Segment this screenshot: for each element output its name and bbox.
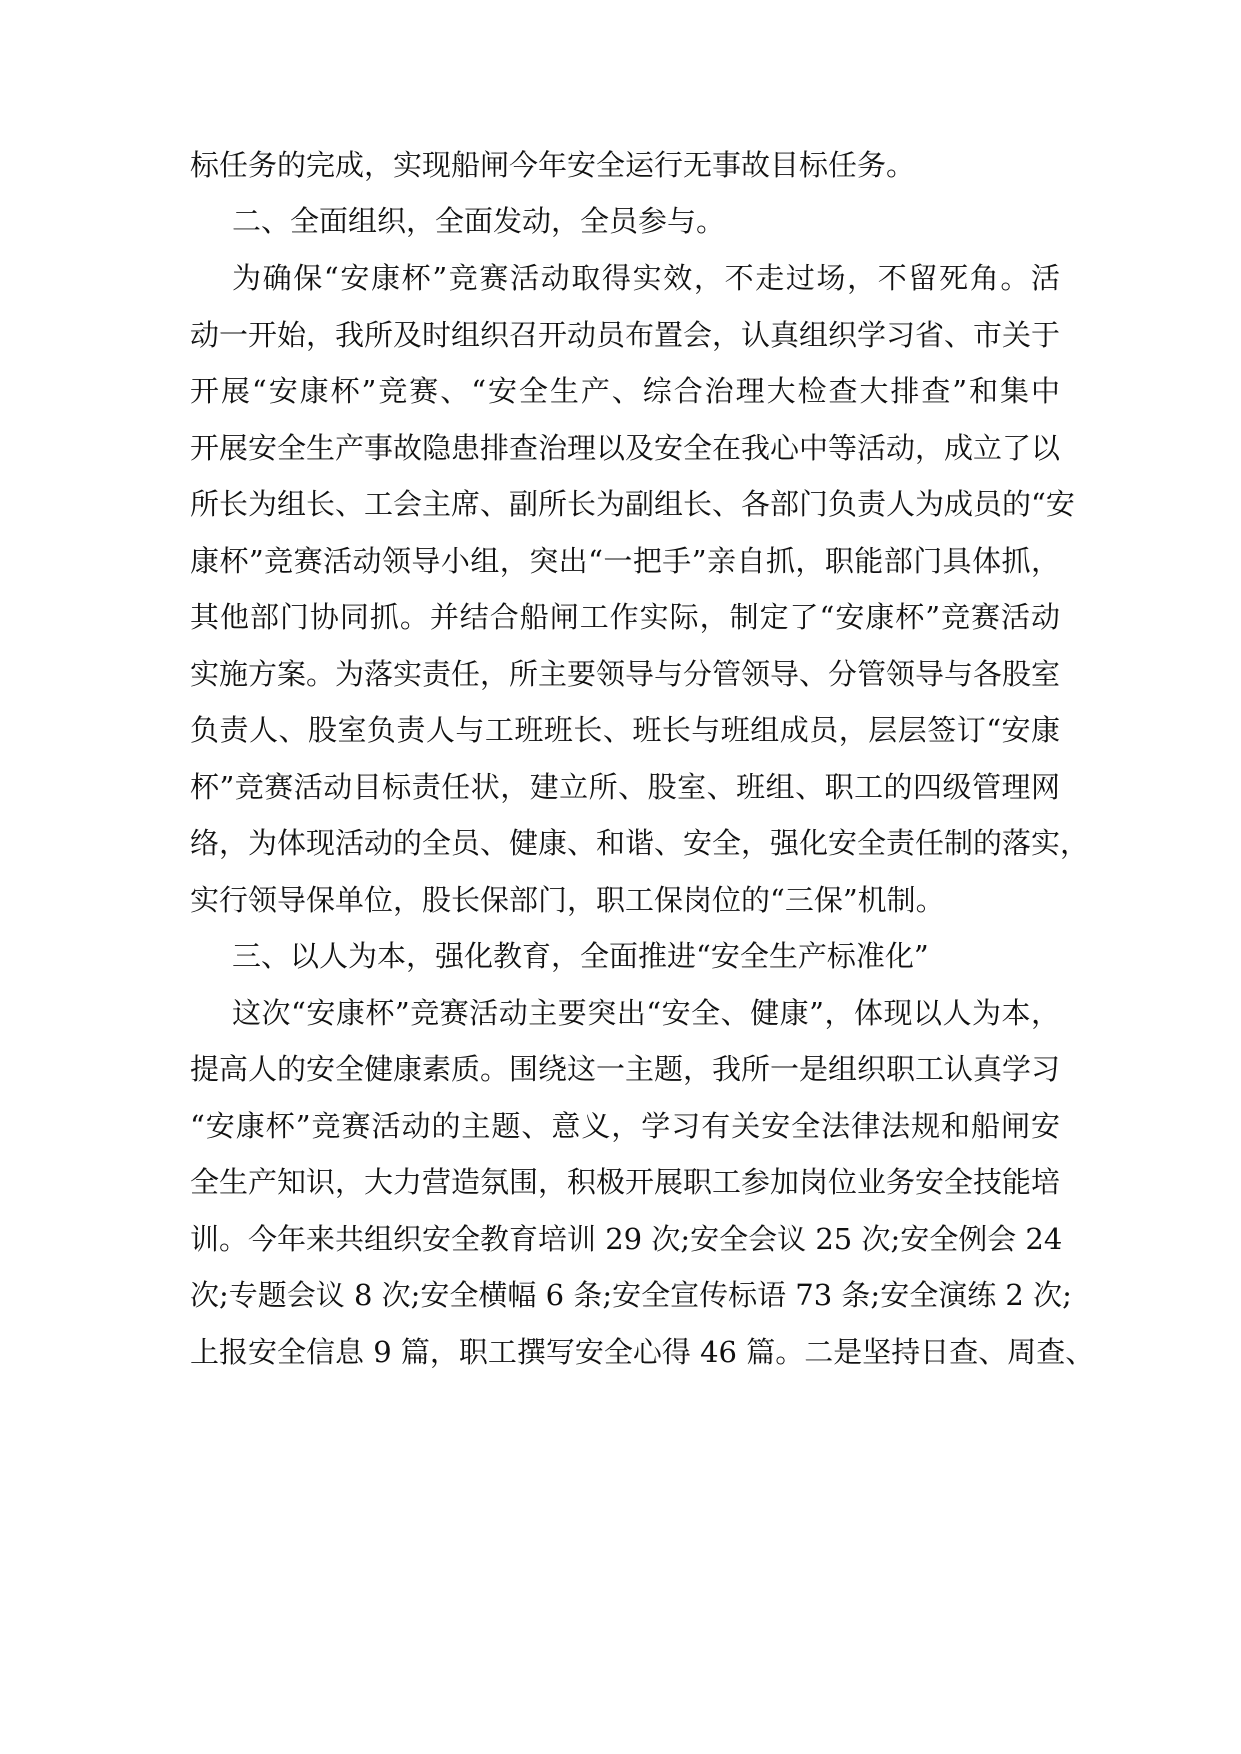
text-line-13: 络，为体现活动的全员、健康、和谐、安全，强化安全责任制的落实，	[190, 826, 1090, 860]
text-line-22: 上报安全信息 9 篇，职工撰写安全心得 46 篇。二是坚持日查、周查、	[190, 1335, 1095, 1369]
text-line-4: 动一开始，我所及时组织召开动员布置会，认真组织学习省、市关于	[190, 318, 1061, 352]
text-line-7: 所长为组长、工会主席、副所长为副组长、各部门负责人为成员的“安	[190, 487, 1075, 521]
text-line-3: 为确保“安康杯”竞赛活动取得实效，不走过场，不留死角。活	[232, 261, 1060, 295]
text-line-21: 次;专题会议 8 次;安全横幅 6 条;安全宣传标语 73 条;安全演练 2 次;	[190, 1278, 1072, 1312]
text-line-16: 这次“安康杯”竞赛活动主要突出“安全、健康”，体现以人为本，	[232, 996, 1060, 1030]
text-line-17: 提高人的安全健康素质。围绕这一主题，我所一是组织职工认真学习	[190, 1052, 1061, 1086]
text-line-9: 其他部门协同抓。并结合船闸工作实际，制定了“安康杯”竞赛活动	[190, 600, 1060, 634]
text-line-18: “安康杯”竞赛活动的主题、意义，学习有关安全法律法规和船闸安	[190, 1109, 1060, 1143]
text-line-10: 实施方案。为落实责任，所主要领导与分管领导、分管领导与各股室	[190, 657, 1061, 691]
text-line-12: 杯”竞赛活动目标责任状，建立所、股室、班组、职工的四级管理网	[190, 770, 1060, 804]
text-line-14: 实行领导保单位，股长保部门，职工保岗位的“三保”机制。	[190, 883, 945, 917]
text-line-5: 开展“安康杯”竞赛、“安全生产、综合治理大检查大排查”和集中	[190, 374, 1060, 408]
text-line-1: 标任务的完成，实现船闸今年安全运行无事故目标任务。	[190, 148, 916, 182]
section-heading-2: 二、全面组织，全面发动，全员参与。	[232, 204, 726, 238]
text-line-19: 全生产知识，大力营造氛围，积极开展职工参加岗位业务安全技能培	[190, 1165, 1061, 1199]
text-line-8: 康杯”竞赛活动领导小组，突出“一把手”亲自抓，职能部门具体抓，	[190, 544, 1060, 578]
text-line-11: 负责人、股室负责人与工班班长、班长与班组成员，层层签订“安康	[190, 713, 1060, 747]
text-line-6: 开展安全生产事故隐患排查治理以及安全在我心中等活动，成立了以	[190, 431, 1061, 465]
text-line-20: 训。今年来共组织安全教育培训 29 次;安全会议 25 次;安全例会 24	[190, 1222, 1063, 1256]
section-heading-3: 三、以人为本，强化教育，全面推进“安全生产标准化”	[232, 939, 929, 973]
